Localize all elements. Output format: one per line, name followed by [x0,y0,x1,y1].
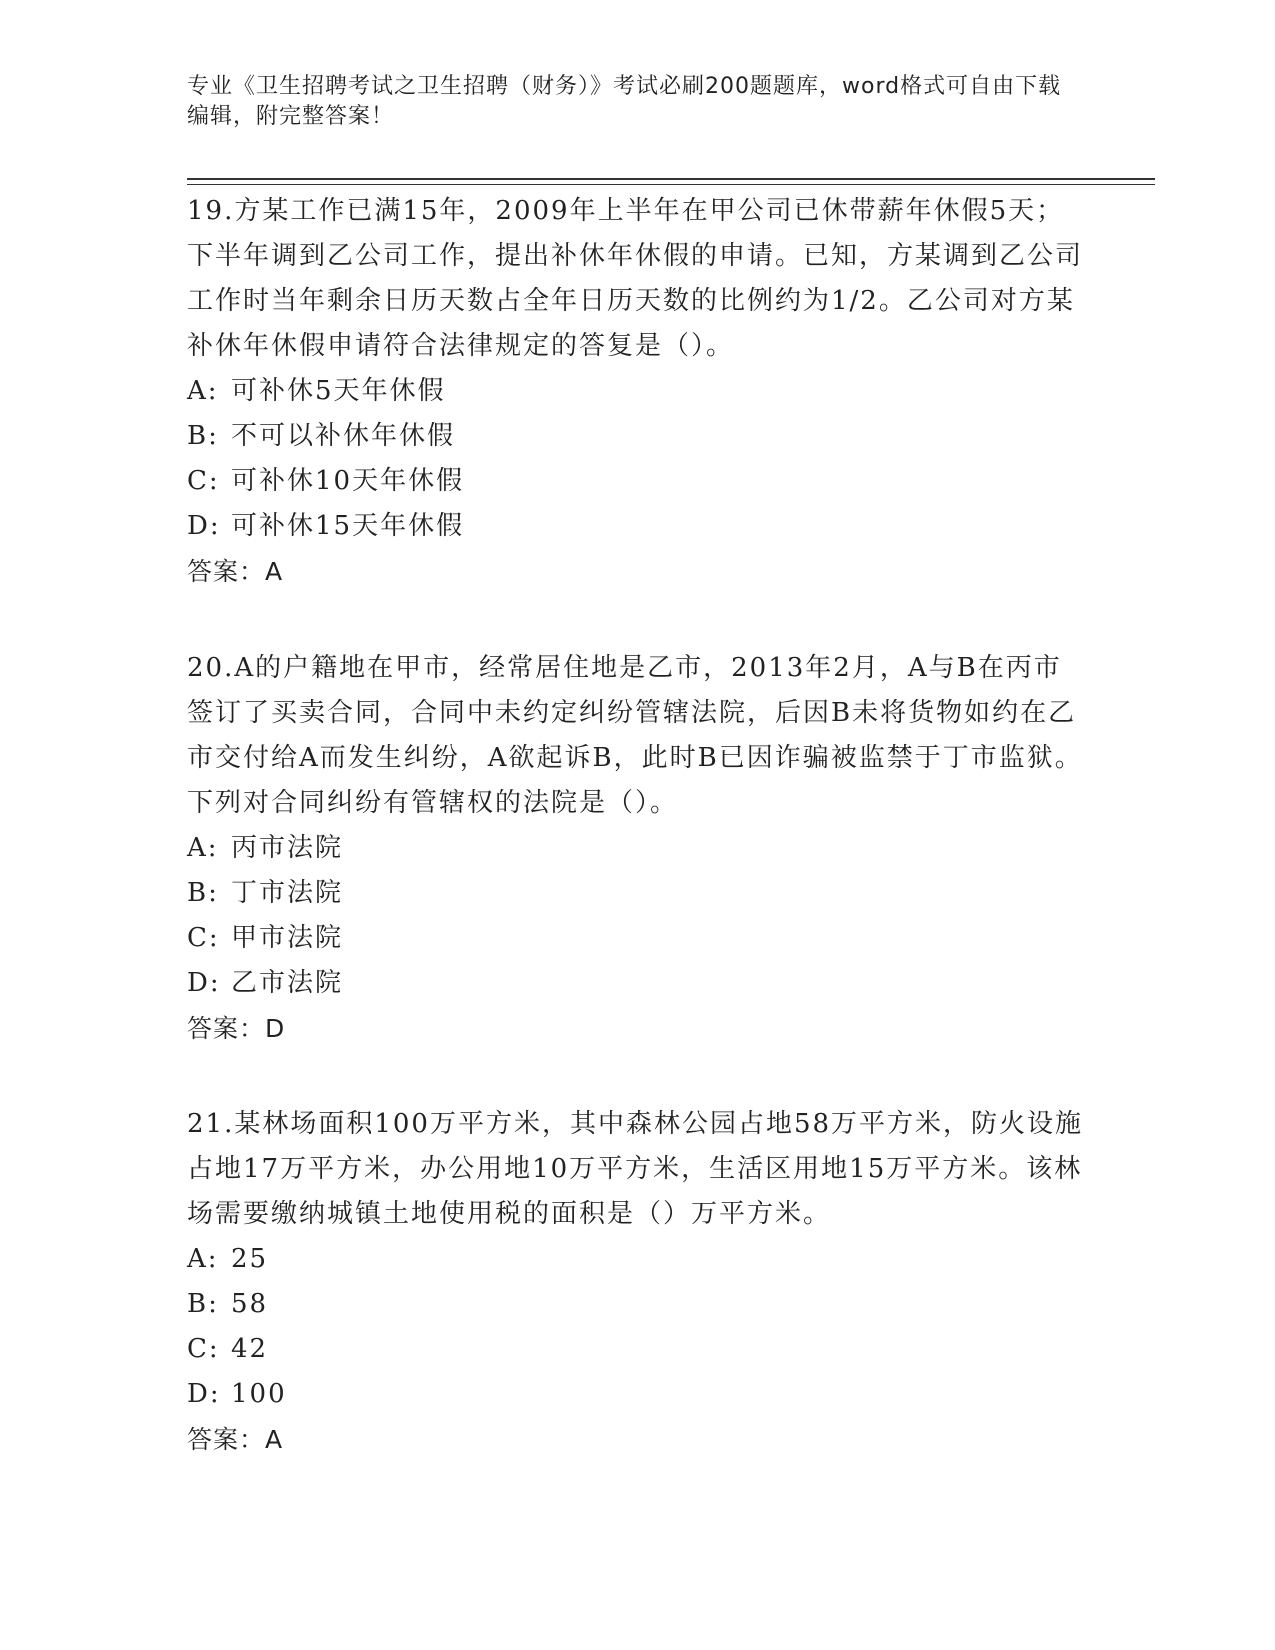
option-text: 100 [231,1379,287,1409]
option-text: 可补休15天年休假 [231,511,465,541]
option-letter: C: [187,466,220,496]
option-b [187,1282,1087,1327]
option-text: 42 [231,1334,269,1364]
option-text: 58 [231,1289,269,1319]
option-letter: A: [187,833,219,863]
question-stem: 19.方某工作已满15年，2009年上半年在甲公司已休带薪年休假5天；下半年调到乙公司工作，提出补休年休假的申请。已知，方某调到乙公司工作时当年剩余日历天数占全年日历天数的比例约为1/2。乙公司对方某补休年休假申请符合法律规定的答复是（）。 [187,196,1084,361]
option-letter: C: [187,923,220,953]
option-text: 可补休5天年休假 [231,376,446,406]
option-c [187,459,1087,504]
option-letter: D: [187,968,221,998]
question-19 [187,189,1087,594]
answer-line: 答案：D [187,1014,286,1043]
option-letter: A: [187,1244,219,1274]
option-letter: C: [187,1334,220,1364]
option-d [187,504,1087,549]
question-stem: 20.A的户籍地在甲市，经常居住地是乙市，2013年2月，A与B在丙市签订了买卖合同，合同中未约定纠纷管辖法院，后因B未将货物如约在乙市交付给A而发生纠纷，A欲起诉B，此时B已因诈骗被监禁于丁市监狱。下列对合同纠纷有管辖权的法院是（）。 [187,653,1083,818]
question-21 [187,1102,1087,1462]
option-a [187,826,1087,871]
option-a [187,1237,1087,1282]
question-20 [187,646,1087,1051]
option-text: 丙市法院 [231,833,344,863]
option-letter: B: [187,878,219,908]
header-divider-thick [187,178,1155,180]
option-letter: B: [187,1289,219,1319]
option-text: 25 [231,1244,269,1274]
option-text: 不可以补休年休假 [231,421,456,451]
option-a [187,369,1087,414]
option-letter: D: [187,511,221,541]
answer-line: 答案：A [187,557,284,586]
option-text: 甲市法院 [231,923,344,953]
option-text: 乙市法院 [231,968,344,998]
option-text: 可补休10天年休假 [231,466,465,496]
option-b [187,414,1087,459]
option-d [187,961,1087,1006]
option-c [187,1327,1087,1372]
document-header: 专业《卫生招聘考试之卫生招聘（财务）》考试必刷200题题库，word格式可自由下载编辑，附完整答案！ [187,74,1062,129]
option-text: 丁市法院 [231,878,344,908]
option-c [187,916,1087,961]
option-letter: D: [187,1379,221,1409]
option-letter: B: [187,421,219,451]
question-stem: 21.某林场面积100万平方米，其中森林公园占地58万平方米，防火设施占地17万平方米，办公用地10万平方米，生活区用地15万平方米。该林场需要缴纳城镇土地使用税的面积是（）万平方米。 [187,1109,1084,1229]
option-d [187,1372,1087,1417]
option-b [187,871,1087,916]
header-divider-thin [187,184,1155,185]
option-letter: A: [187,376,219,406]
answer-line: 答案：A [187,1425,284,1454]
